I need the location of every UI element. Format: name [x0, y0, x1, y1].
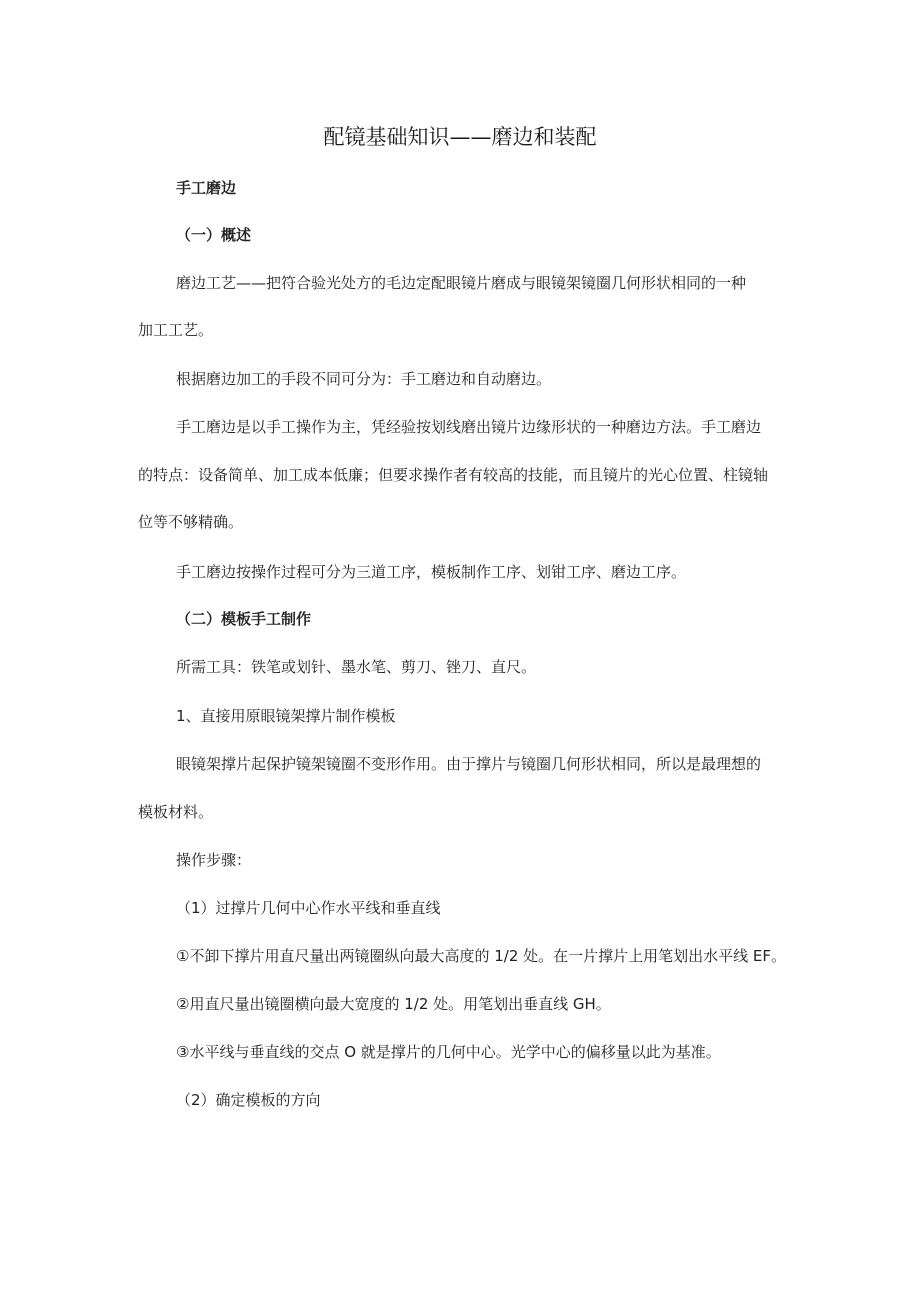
paragraph-line: 1、直接用原眼镜架撑片制作模板: [176, 707, 396, 725]
paragraph-line: 操作步骤：: [176, 851, 252, 869]
paragraph-line: ③水平线与垂直线的交点 O 就是撑片的几何中心。光学中心的偏移量以此为基准。: [176, 1043, 721, 1061]
paragraph-line: 磨边工艺——把符合验光处方的毛边定配眼镜片磨成与眼镜架镜圈几何形状相同的一种: [176, 274, 747, 292]
document-title: 配镜基础知识——磨边和装配: [323, 125, 597, 149]
paragraph-line: ②用直尺量出镜圈横向最大宽度的 1/2 处。用笔划出垂直线 GH。: [176, 995, 611, 1013]
paragraph-line: （2）确定模板的方向: [176, 1091, 321, 1109]
paragraph-line: 手工磨边按操作过程可分为三道工序，模板制作工序、划钳工序、磨边工序。: [176, 563, 687, 581]
paragraph-line: 手工磨边是以手工操作为主，凭经验按划线磨出镜片边缘形状的一种磨边方法。手工磨边: [176, 418, 762, 436]
paragraph-line: 根据磨边加工的手段不同可分为：手工磨边和自动磨边。: [176, 370, 552, 388]
paragraph-line: （1）过撑片几何中心作水平线和垂直线: [176, 899, 441, 917]
paragraph-line: 的特点：设备简单、加工成本低廉；但要求操作者有较高的技能，而且镜片的光心位置、柱镜轴: [138, 466, 769, 484]
paragraph-line: 位等不够精确。: [138, 513, 244, 531]
paragraph-line: ①不卸下撑片用直尺量出两镜圈纵向最大高度的 1/2 处。在一片撑片上用笔划出水平线 EF。: [176, 947, 787, 965]
subsection-heading-overview: （一）概述: [176, 226, 252, 244]
section-heading: 手工磨边: [176, 179, 237, 197]
paragraph-line: 所需工具：铁笔或划针、墨水笔、剪刀、锉刀、直尺。: [176, 658, 537, 676]
paragraph-line: 加工工艺。: [138, 321, 214, 339]
paragraph-line: 眼镜架撑片起保护镜架镜圈不变形作用。由于撑片与镜圈几何形状相同，所以是最理想的: [176, 755, 762, 773]
subsection-heading-template: （二）模板手工制作: [176, 610, 312, 628]
paragraph-line: 模板材料。: [138, 803, 214, 821]
